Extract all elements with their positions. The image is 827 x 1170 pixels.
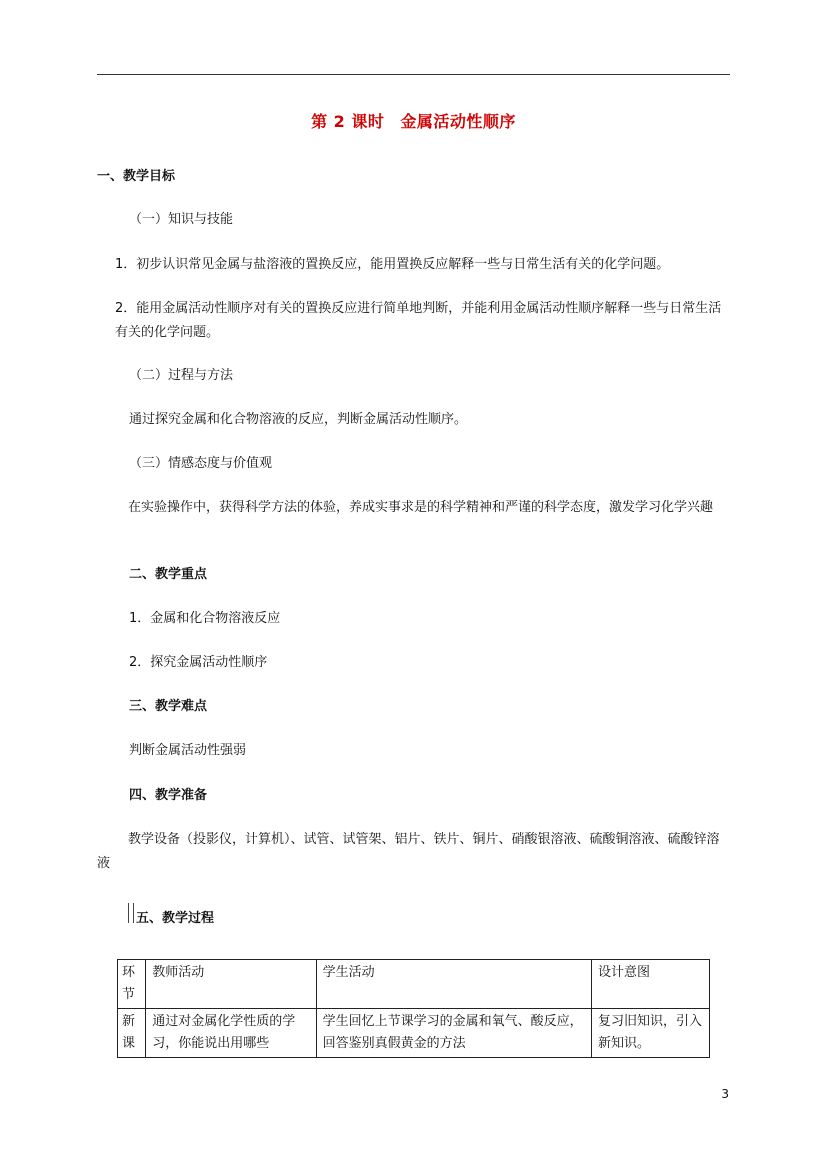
page-number: 3 (721, 1087, 729, 1101)
table-cell: 通过对金属化学性质的学习，你能说出用哪些 (146, 1009, 316, 1058)
header-cell: 学生活动 (316, 960, 591, 1009)
subheading-attitude: （三）情感态度与价值观 (129, 456, 273, 471)
header-rule (97, 74, 730, 75)
subheading-process: （二）过程与方法 (129, 368, 234, 383)
process-text: 通过探究金属和化合物溶液的反应，判断金属活动性顺序。 (129, 412, 468, 427)
attitude-text: 在实验操作中，获得科学方法的体验，养成实事求是的科学精神和严谨的科学态度，激发学习化学兴趣 (128, 500, 714, 515)
header-cell: 教师活动 (146, 960, 316, 1009)
section-heading-process: 五、教学过程 (136, 911, 215, 926)
section-heading-preparation: 四、教学准备 (129, 788, 208, 803)
goal-item-2: 2．能用金属活动性顺序对有关的置换反应进行简单地判断，并能利用金属活动性顺序解释一些与日常生活有关的化学问题。 (115, 301, 722, 340)
table-row (118, 1009, 710, 1058)
key-point-1: 1．金属和化合物溶液反应 (129, 611, 281, 626)
table-header-row (118, 960, 710, 1009)
header-cell: 环节 (118, 960, 146, 1009)
process-table (117, 959, 710, 1058)
subheading-knowledge: （一）知识与技能 (129, 212, 234, 227)
goal-item-1: 1．初步认识常见金属与盐溶液的置换反应，能用置换反应解释一些与日常生活有关的化学问题。 (115, 257, 670, 272)
section-heading-key-points: 二、教学重点 (129, 567, 208, 582)
lesson-topic: 金属活动性顺序 (400, 112, 516, 131)
lesson-number: 第 2 课时 (311, 112, 385, 131)
table-cell: 复习旧知识，引入新知识。 (591, 1009, 709, 1058)
table-cell: 新课 (118, 1009, 146, 1058)
page-title (97, 109, 730, 132)
key-point-2: 2．探究金属活动性顺序 (129, 655, 268, 670)
section-heading-goals: 一、教学目标 (97, 169, 176, 184)
table-cell: 学生回忆上节课学习的金属和氧气、酸反应，回答鉴别真假黄金的方法 (316, 1009, 591, 1058)
preparation-text: 教学设备（投影仪，计算机）、试管、试管架、铝片、铁片、铜片、硝酸银溶液、硫酸铜溶液、硫酸锌溶液 (97, 832, 720, 871)
section-marker (128, 903, 134, 923)
difficulty-text: 判断金属活动性强弱 (129, 743, 247, 758)
section-heading-difficulties: 三、教学难点 (129, 699, 208, 714)
header-cell: 设计意图 (591, 960, 709, 1009)
